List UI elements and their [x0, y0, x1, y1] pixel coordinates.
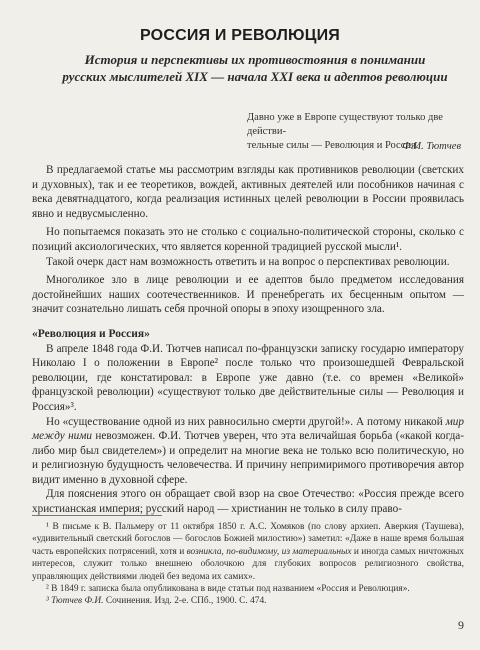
paragraph-fatherland: Для пояснения этого он обращает свой взор на свое Отечество: «Россия прежде всего христианская империя; русский народ — христианин не только в силу право- — [32, 488, 464, 516]
article-body — [32, 163, 464, 517]
paragraph-evil: Многоликое зло в лице революции и ее адептов было предметом исследования достойнейших наших соотечественников. И пренебрегать их бесценным опытом — значит сознательно лишать себя прочной опоры в эпоху изощренного зла. — [32, 274, 464, 316]
epigraph-line-2: тельные силы — Революция и Россия. — [247, 140, 419, 151]
footnote-1-text-a: ¹ В письме к В. Пальмеру от 11 октября 1850 г. А.С. Хомяков (по слову архиеп. Аверкия (Таушева), «удивительный светский богослов — богослов Божией милостию») заметил: «Даже в наше время большая часть европейских потрясений, хотя и — [32, 522, 464, 557]
epigraph-line-1: Давно уже в Европе существуют только две действи- — [247, 112, 443, 137]
footnote-3-citation: Сочинения. Изд. 2-е. СПб., 1900. С. 474. — [103, 596, 267, 607]
paragraph-intro: В предлагаемой статье мы рассмотрим взгляды как противников революции (светских и духовных), так и ее теоретиков, вождей, активных деятелей или пособников начиная с века девятнадцатого, когда реализация истинных целей революции в России проявилась явно и недвусмысленно. — [32, 164, 464, 220]
footnote-3-author: ³ Тютчев Ф.И. — [46, 596, 104, 607]
article-title: РОССИЯ И РЕВОЛЮЦИЯ — [140, 27, 340, 44]
section-heading: «Революция и Россия» — [32, 327, 150, 340]
footnote-1-emphasis: возникла, по-видимому, из материальных — [186, 546, 352, 557]
footnotes — [32, 521, 464, 608]
subtitle-line-2: русских мыслителей XIX — начала XXI века и адептов революции — [62, 69, 448, 84]
paragraph-two-forces-text-b: невозможен. Ф.И. Тютчев уверен, что эта величайшая борьба («какой когда-либо мир был свидетелем») и определит на многие века не только всю политическую, но и религиозную будущность человечества. И причину непримиримого противоречия автор видит именно в духовной сфере. — [32, 430, 464, 486]
footnote-divider — [32, 515, 162, 516]
footnote-2: ² В 1849 г. записка была опубликована в виде статьи под названием «Россия и Революция». — [46, 584, 410, 595]
article-subtitle — [40, 51, 470, 85]
paragraph-approach: Но попытаемся показать это не столько с социально-политической стороны, сколько с позиций аксиологических, что является коренной традицией русской мысли¹. — [32, 226, 464, 253]
paragraph-two-forces — [32, 415, 464, 488]
page-number: 9 — [458, 618, 464, 632]
footnote-3 — [32, 595, 464, 607]
emphasis-peace: мир между ними — [32, 415, 464, 443]
subtitle-line-1: История и перспективы их противостояния в понимании — [84, 52, 426, 67]
epigraph-author: Ф.И. Тютчев — [402, 141, 461, 152]
paragraph-perspectives: Такой очерк даст нам возможность ответить и на вопрос о перспективах революции. — [46, 255, 450, 268]
footnote-1-text-b: и иногда самых ничтожных интересов, служит только внешнею оболочкою для глубоких вопросов религиозного свойства, управляющих действиями людей без ведома их самих». — [32, 546, 464, 582]
footnote-1 — [32, 521, 464, 583]
paragraph-tyutchev-note: В апреле 1848 года Ф.И. Тютчев написал по-французски записку государю императору Николаю I о положении в Европе² после только что произошедшей Февральской революции, где констатировал: в Европе уже давно (т.е. со времен «Великой» французской революции) «существуют только две действительные силы — Революция и Россия»³. — [32, 342, 464, 413]
paragraph-two-forces-text-a: Но «существование одной из них равносильно смерти другой!». А потому никакой — [46, 415, 446, 428]
